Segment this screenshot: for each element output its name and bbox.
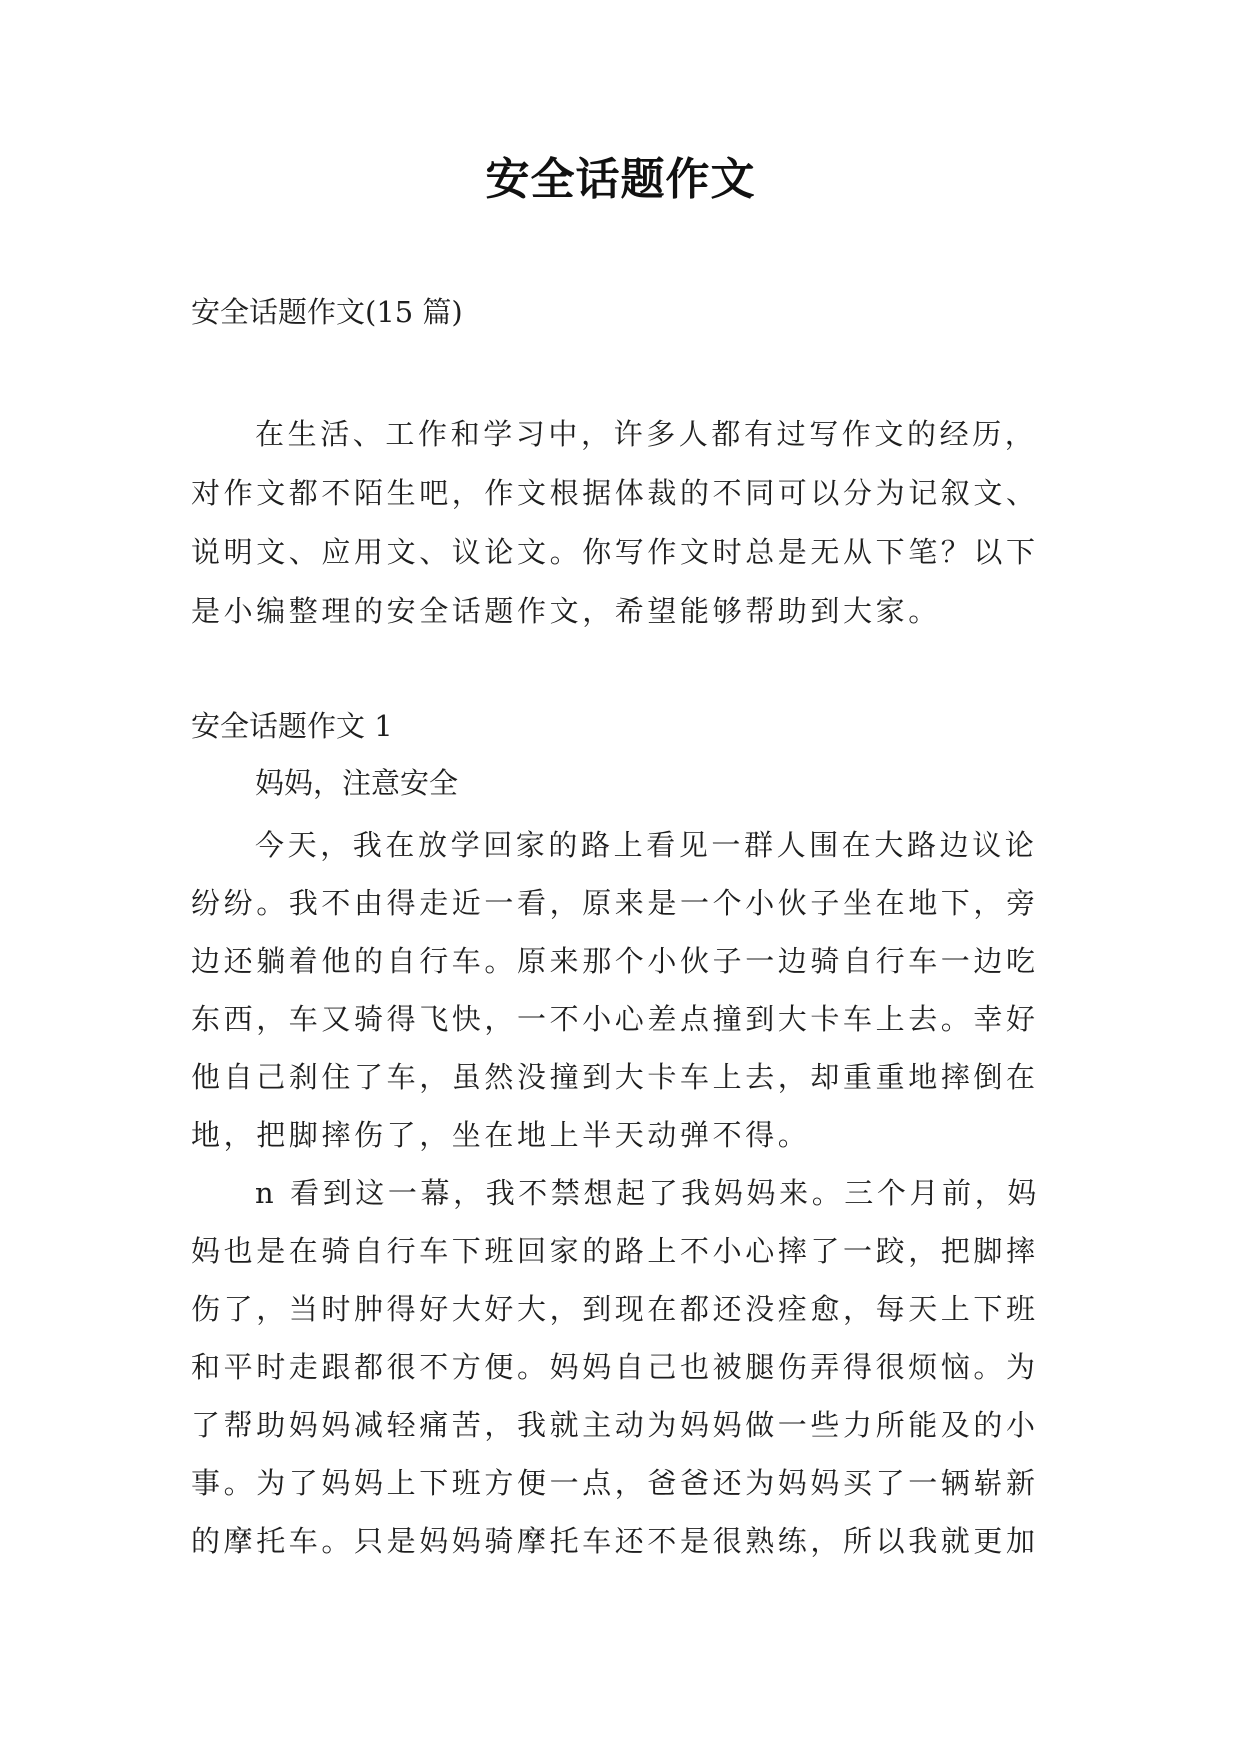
body-line: 纷纷。我不由得走近一看，原来是一个小伙子坐在地下，旁 bbox=[191, 886, 1039, 920]
body-line: 和平时走跟都很不方便。妈妈自己也被腿伤弄得很烦恼。为 bbox=[191, 1350, 1039, 1384]
body-line: 他自己刹住了车，虽然没撞到大卡车上去，却重重地摔倒在 bbox=[191, 1060, 1039, 1094]
body-line: 边还躺着他的自行车。原来那个小伙子一边骑自行车一边吃 bbox=[191, 944, 1039, 978]
body-line: 事。为了妈妈上下班方便一点，爸爸还为妈妈买了一辆崭新 bbox=[191, 1466, 1039, 1500]
essay-body bbox=[191, 816, 1071, 1570]
intro-line: 在生活、工作和学习中，许多人都有过写作文的经历， bbox=[255, 417, 1038, 451]
section-heading: 安全话题作文 1 bbox=[191, 709, 393, 743]
body-line: n 看到这一幕，我不禁想起了我妈妈来。三个月前，妈 bbox=[255, 1176, 1040, 1210]
intro-line: 对作文都不陌生吧，作文根据体裁的不同可以分为记叙文、 bbox=[191, 476, 1039, 510]
document-title: 安全话题作文 bbox=[485, 154, 756, 205]
body-line: 妈也是在骑自行车下班回家的路上不小心摔了一跤，把脚摔 bbox=[191, 1234, 1039, 1268]
body-line: 的摩托车。只是妈妈骑摩托车还不是很熟练，所以我就更加 bbox=[191, 1524, 1039, 1558]
body-line: 了帮助妈妈减轻痛苦，我就主动为妈妈做一些力所能及的小 bbox=[191, 1408, 1039, 1442]
document-subtitle: 安全话题作文(15 篇) bbox=[191, 295, 463, 329]
body-line: 伤了，当时肿得好大好大，到现在都还没痊愈，每天上下班 bbox=[191, 1292, 1039, 1326]
body-line: 东西，车又骑得飞快，一不小心差点撞到大卡车上去。幸好 bbox=[191, 1002, 1039, 1036]
intro-paragraph bbox=[191, 405, 1071, 641]
body-line: 地，把脚摔伤了，坐在地上半天动弹不得。 bbox=[191, 1118, 811, 1152]
intro-line: 说明文、应用文、议论文。你写作文时总是无从下笔？以下 bbox=[191, 535, 1039, 569]
body-line: 今天，我在放学回家的路上看见一群人围在大路边议论 bbox=[255, 828, 1038, 862]
intro-line: 是小编整理的安全话题作文，希望能够帮助到大家。 bbox=[191, 594, 941, 628]
essay-title: 妈妈，注意安全 bbox=[255, 766, 459, 800]
